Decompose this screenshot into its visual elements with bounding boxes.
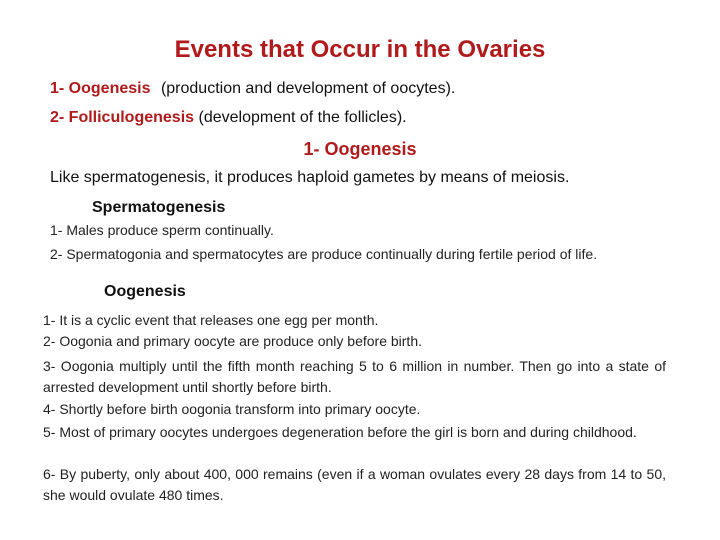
intro-text: Like spermatogenesis, it produces haploid gametes by means of meiosis. (50, 169, 570, 186)
event-description: (development of the follicles). (198, 109, 407, 126)
event-description: (production and development of oocytes). (160, 80, 456, 97)
spermatogenesis-heading: Spermatogenesis (92, 199, 226, 216)
oogenesis-line: 4- Shortly before birth oogonia transform into primary oocyte. (43, 401, 421, 417)
oogenesis-line: 2- Oogonia and primary oocyte are produce only before birth. (43, 333, 422, 349)
oogenesis-line: 5- Most of primary oocytes undergoes degeneration before the girl is born and during childhood. (43, 424, 637, 440)
oogenesis-line: 3- Oogonia multiply until the fifth month reaching 5 to 6 million in number. Then go into a state of arrested development until shortly before birth. (43, 358, 666, 395)
section-title: 1- Oogenesis (303, 139, 417, 159)
page-title: Events that Occur in the Ovaries (174, 36, 546, 63)
oogenesis-heading: Oogenesis (104, 283, 186, 300)
event-label: 2- Folliculogenesis (50, 109, 195, 126)
oogenesis-line: 6- By puberty, only about 400, 000 remains (even if a woman ovulates every 28 days from 14 to 50, she would ovulate 480 times. (43, 466, 666, 503)
event-label: 1- Oogenesis (50, 80, 151, 97)
spermatogenesis-line: 1- Males produce sperm continually. (50, 222, 274, 238)
spermatogenesis-line: 2- Spermatogonia and spermatocytes are produce continually during fertile period of life. (50, 246, 598, 262)
event-item-folliculogenesis (50, 109, 407, 127)
event-item-oogenesis (50, 80, 455, 98)
oogenesis-line: 1- It is a cyclic event that releases one egg per month. (43, 312, 379, 328)
